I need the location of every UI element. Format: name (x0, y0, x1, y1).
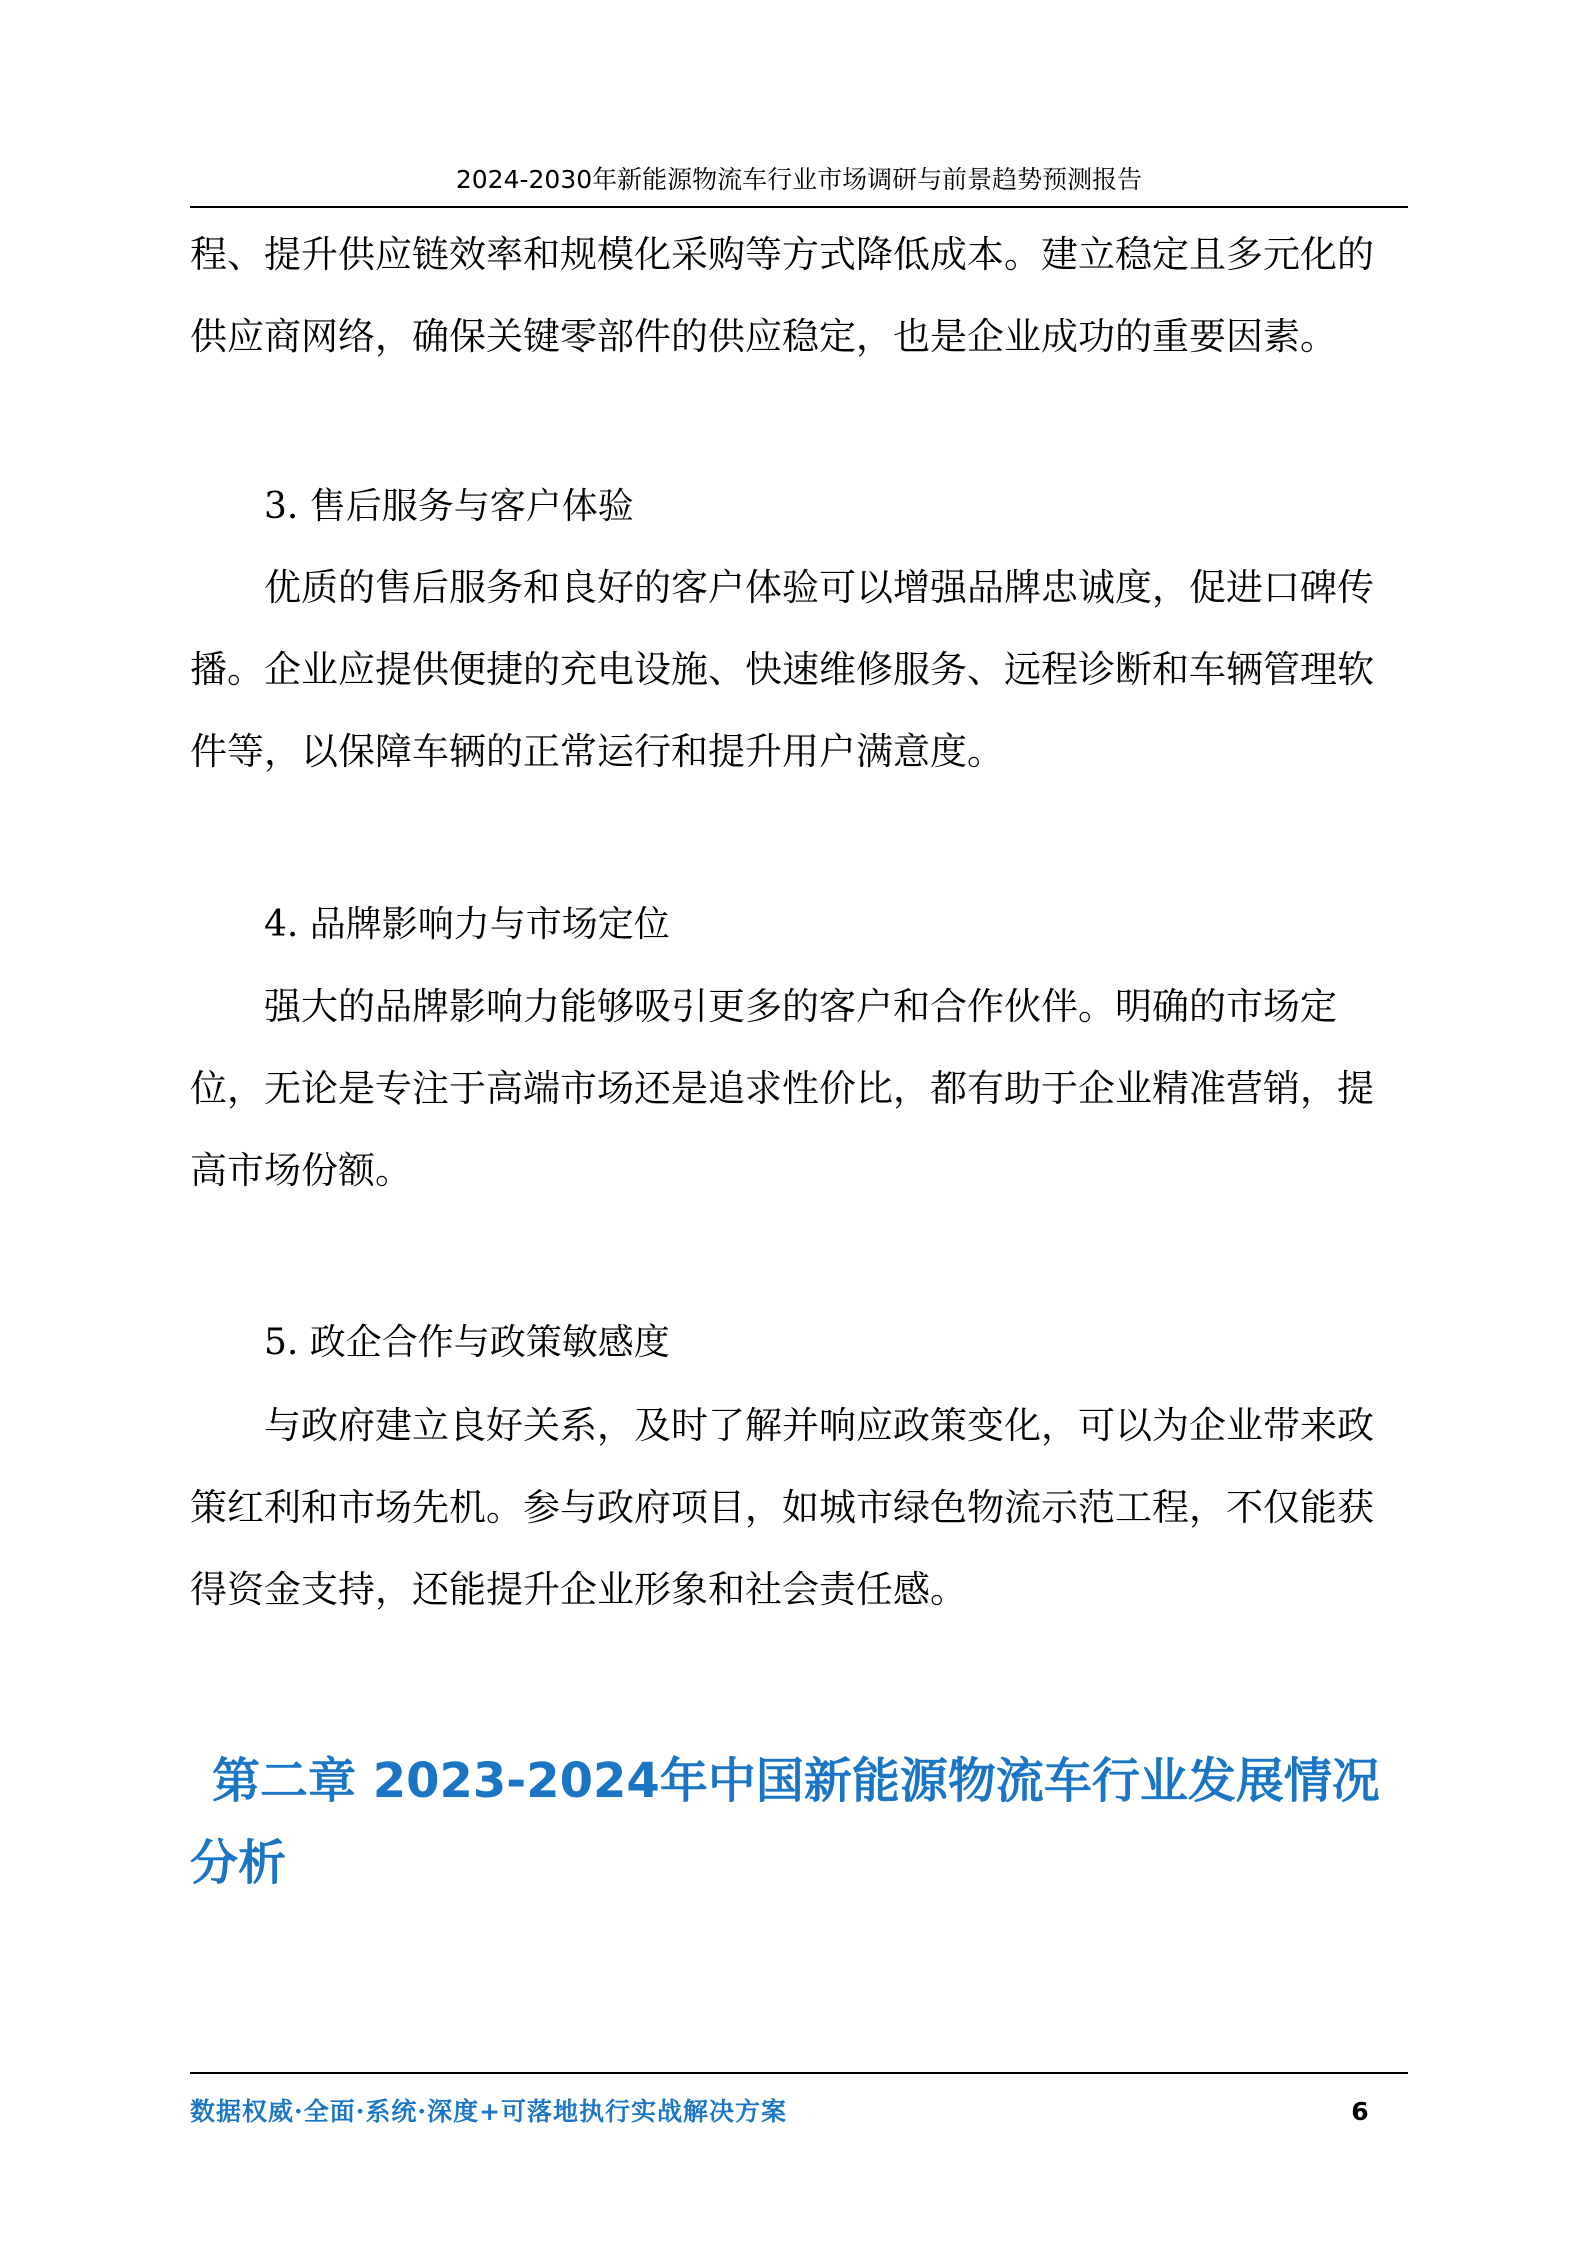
footer-slogan: 数据权威·全面·系统·深度+可落地执行实战解决方案 (190, 2097, 788, 2126)
chapter-title (190, 1740, 1408, 1904)
section-paragraph-3: 优质的售后服务和良好的客户体验可以增强品牌忠诚度，促进口碑传播。企业应提供便捷的充电设施、快速维修服务、远程诊断和车辆管理软件等，以保障车辆的正常运行和提升用户满意度。 (190, 566, 1374, 773)
header-divider (190, 206, 1408, 208)
section-body-block-4 (190, 966, 1408, 1212)
page-number: 6 (1351, 2097, 1369, 2126)
intro-paragraph: 程、提升供应链效率和规模化采购等方式降低成本。建立稳定且多元化的供应商网络，确保关键零部件的供应稳定，也是企业成功的重要因素。 (190, 233, 1374, 358)
page-header-title: 2024-2030年新能源物流车行业市场调研与前景趋势预测报告 (455, 165, 1143, 194)
section-body-block-3 (190, 547, 1408, 793)
section-heading-3: 3. 售后服务与客户体验 (264, 486, 634, 527)
section-paragraph-5: 与政府建立良好关系，及时了解并响应政策变化，可以为企业带来政策红利和市场先机。参与政府项目，如城市绿色物流示范工程，不仅能获得资金支持，还能提升企业形象和社会责任感。 (190, 1404, 1374, 1611)
section-heading-5: 5. 政企合作与政策敏感度 (264, 1322, 670, 1363)
section-body-block-5 (190, 1385, 1408, 1631)
section-heading-4: 4. 品牌影响力与市场定位 (264, 904, 670, 945)
chapter-title-text: 第二章 2023-2024年中国新能源物流车行业发展情况分析 (190, 1753, 1380, 1891)
footer-divider (190, 2072, 1408, 2074)
intro-block (190, 214, 1408, 378)
section-paragraph-4: 强大的品牌影响力能够吸引更多的客户和合作伙伴。明确的市场定位，无论是专注于高端市场还是追求性价比，都有助于企业精准营销，提高市场份额。 (190, 985, 1374, 1192)
